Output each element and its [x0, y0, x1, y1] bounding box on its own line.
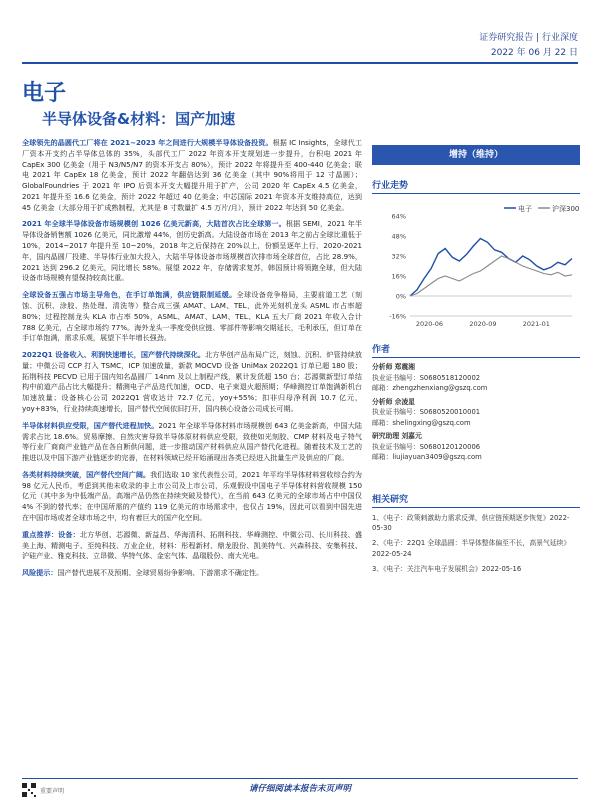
- report-type: 证券研究报告 | 行业深度: [479, 33, 578, 43]
- main-content: [22, 138, 362, 585]
- y-tick-label: -16%: [389, 312, 406, 321]
- paragraph: 各类材料持续突破，国产替代空间广阔。我们选取 10 家代表性公司，2021 年平均半导体材料营收综合约为 98 亿元人民币，考虑到其他未收录的非上市公司及上市公司，乐观假设中国电子半导体材料营收规模 150 亿元（其中多为中低端产品，高端产品仍然在持续突破及替代），在当前 643 亿美元的全球市场占中中国仅 4% 不到的替代率；在中国所需的产值约 119 亿美元的市场需求中，也仅占 19%，因此可以看到中国先进在中国市场或者全球市场之中，均有着巨大的国产化空间。: [22, 469, 363, 522]
- legend-label-a: 电子: [518, 205, 532, 213]
- footer-rule: [22, 778, 578, 779]
- report-title: 半导体设备&材料：国产加速: [42, 110, 236, 128]
- paragraph: 全球领先的晶圆代工厂将在 2021~2023 年之间进行大规模半导体设备投资。根据 IC Insights，全球代工厂资本开支约占半导体总体的 35%，头部代工厂 2022 年资本开支规划进一步提升，台积电 2021 年 CapEx 300 亿美金（用于 N3/N5/N7 的资本开支占 80%），预计 2022 年将提升至 400-440 亿美金；联电 2021 年 CapEx 18 亿美金，预计 2022 年翻倍达到 36 亿美金（其中 90%将用于 12 寸晶圆）；GlobalFoundries 于 2021 年 IPO 后资本开支大幅提升用于扩产，公司 2020 年 CapEx 4.5 亿美金，2021 年提升至 16.6 亿美金，预计 2022 年超过 40 亿美金；中芯国际 2021 年资本开支维持高位，达到 45 亿美金（大部分用于扩成熟制程，尤其是 8 寸数量扩 4.5 万片/月），预计 2022 年达到 50 亿美金。: [22, 138, 362, 212]
- sector-name: 电子: [22, 81, 67, 106]
- paragraph: 风险提示：国产替代进展不及预期、全球贸易纷争影响、下游需求不确定性。: [22, 568, 264, 578]
- x-tick-label: 2020-09: [469, 320, 497, 328]
- trend-chart: [372, 194, 580, 334]
- author-entry: 分析师 佘凌星 执业证书编号：S0680520010001 邮箱：shelingxing@gszq.com: [372, 397, 481, 427]
- related-section: [372, 492, 580, 579]
- author-heading: 作者: [372, 342, 580, 358]
- related-heading: 相关研究: [372, 492, 580, 508]
- author-entry: 研究助理 刘嘉元 执业证书编号：S0680120120006 邮箱：liujiayuan3409@gszq.com: [372, 432, 482, 462]
- y-tick-label: 48%: [391, 232, 406, 241]
- legend-label-b: 沪深300: [552, 205, 580, 213]
- related-item[interactable]: 3、《电子：关注汽车电子发展机会》2022-05-16: [372, 564, 522, 573]
- x-tick-label: 2021-01: [522, 320, 550, 328]
- author-entry: 分析师 郑震湘 执业证书编号：S0680518120002 邮箱：zhengzhenxiang@gszq.com: [372, 363, 488, 393]
- y-tick-label: 32%: [391, 252, 406, 261]
- y-tick-label: 64%: [391, 212, 406, 221]
- x-tick-label: 2020-06: [415, 320, 444, 328]
- related-item[interactable]: 2、《电子：22Q1 全球晶圆：半导体整体偏至不长，高景气延续》2022-05-24: [372, 539, 571, 558]
- paragraph: 重点推荐：设备：北方华创、芯源微、新益昌、华海清科、拓荆科技、华峰测控、中微公司、长川科技、盛美上海、精测电子、至纯科技、万业企业，材料：彤程新材、鼎龙股份、凯美特气、兴森科技、安集科技、沪硅产业、雅克科技、立昂微、华特气体、金宏气体、晶瑞股份、南大光电。: [22, 529, 363, 561]
- header-rule: [22, 62, 578, 64]
- y-tick-label: 0%: [395, 292, 406, 301]
- author-section: [372, 342, 580, 463]
- paragraph: 全球设备五强占市场主导角色，在手订单饱满，供应链限制延缓。全球设备竞争格局，主要前道工艺（刻蚀、沉积、涂胶、热处理、清洗等）整合成三强 AMAT、LAM、TEL，此外光刻机龙头 ASML 市占率超 80%；过程控制龙头 KLA 市占率 50%，ASML、AMAT、LAM、TEL、KLA 五大厂商 2021 年收入合计 788 亿美元，占全球市场约 77%。海外龙头一季度受供应链、零部件等影响交期延长，毛利承压，但订单在手订单饱满，需求乐观，展望下半年增长强劲。: [22, 290, 363, 343]
- rating-badge: 增持（维持）: [372, 145, 580, 165]
- trend-heading: 行业走势: [372, 178, 580, 194]
- paragraph: 半导体材料供应受限，国产替代进程加快。2021 年全球半导体材料市场规模创 643 亿美金新高，中国大陆需求占比 18.6%。贸易摩擦、自然灾害导致半导体原材料供应受限，致使如光刻胶、CMP 材料及电子特气等行业厂商商产业链产品在各自断供问题，进一步推动国产材料供应从国产替代化进程。随着技术及工艺的推进以及中国下游产业链逐步的完善，在材料领域已经开始涌现出各类已经进入批量生产及供应的厂商。: [22, 420, 363, 463]
- related-item[interactable]: 1、《电子：政策刺激助力需求反弹，供应链预期逐步恢复》2022-05-30: [372, 514, 570, 533]
- paragraph: 2022Q1 设备收入、利润快速增长，国产替代持续深化。北方华创产品布局广泛，刻蚀、沉积、炉管持续放量；中微公司 CCP 打入 TSMC，ICP 加速放量，新款 MOCVD 设备 UniMax 2022Q1 订单已超 180 股；拓荆科技 PECVD 已用于国内知名晶圆厂 14nm 及以上制程产线，累计发货超 150 台；芯源微新型订单结构中前道产品占比大幅提升；精测电子产品迭代加速，OCD、电子束退火超预期；华峰测控订单饱满新机台加速放量；设备核心公司 2022Q1 营收达计 72.7 亿元，yoy+55%；扣非归母净利润 10.7 亿元，yoy+83%，行业持续高速增长，国产替代空间依旧打开，国内核心设备公司成长可期。: [22, 350, 362, 413]
- footer-disclaimer: 请仔细阅读本报告末页声明: [248, 784, 351, 794]
- series-line-electronics: [410, 239, 572, 297]
- paragraph: 2021 年全球半导体设备市场规模创 1026 亿美元新高，大陆首次占比全球第一。根据 SEMI，2021 年半导体设备销售额 1026 亿美元，同比激增 44%，创历史新高。大陆设备市场在 2013 年之前占全球比重低于 10%，2014~2017 年提升至 10~20%，2018 年之后保持在 20%以上，份额呈逐年上行，2020-2021 年，国内晶圆厂投建、半导体行业加大投入，大陆半导体设备市场规模首次排市场全球首位，占比 28.9%，2021 达到 296.2 亿美元，同比增长 58%。展望 2022 年，存储需求复苏，韩国预计将领跑全球，但大陆设备市场规模有望保持较高比重。: [22, 219, 362, 283]
- y-tick-label: 16%: [391, 272, 406, 281]
- report-date: 2022 年 06 月 22 日: [490, 48, 578, 58]
- qr-label: 重要声明: [40, 788, 65, 795]
- trend-section: [372, 178, 580, 338]
